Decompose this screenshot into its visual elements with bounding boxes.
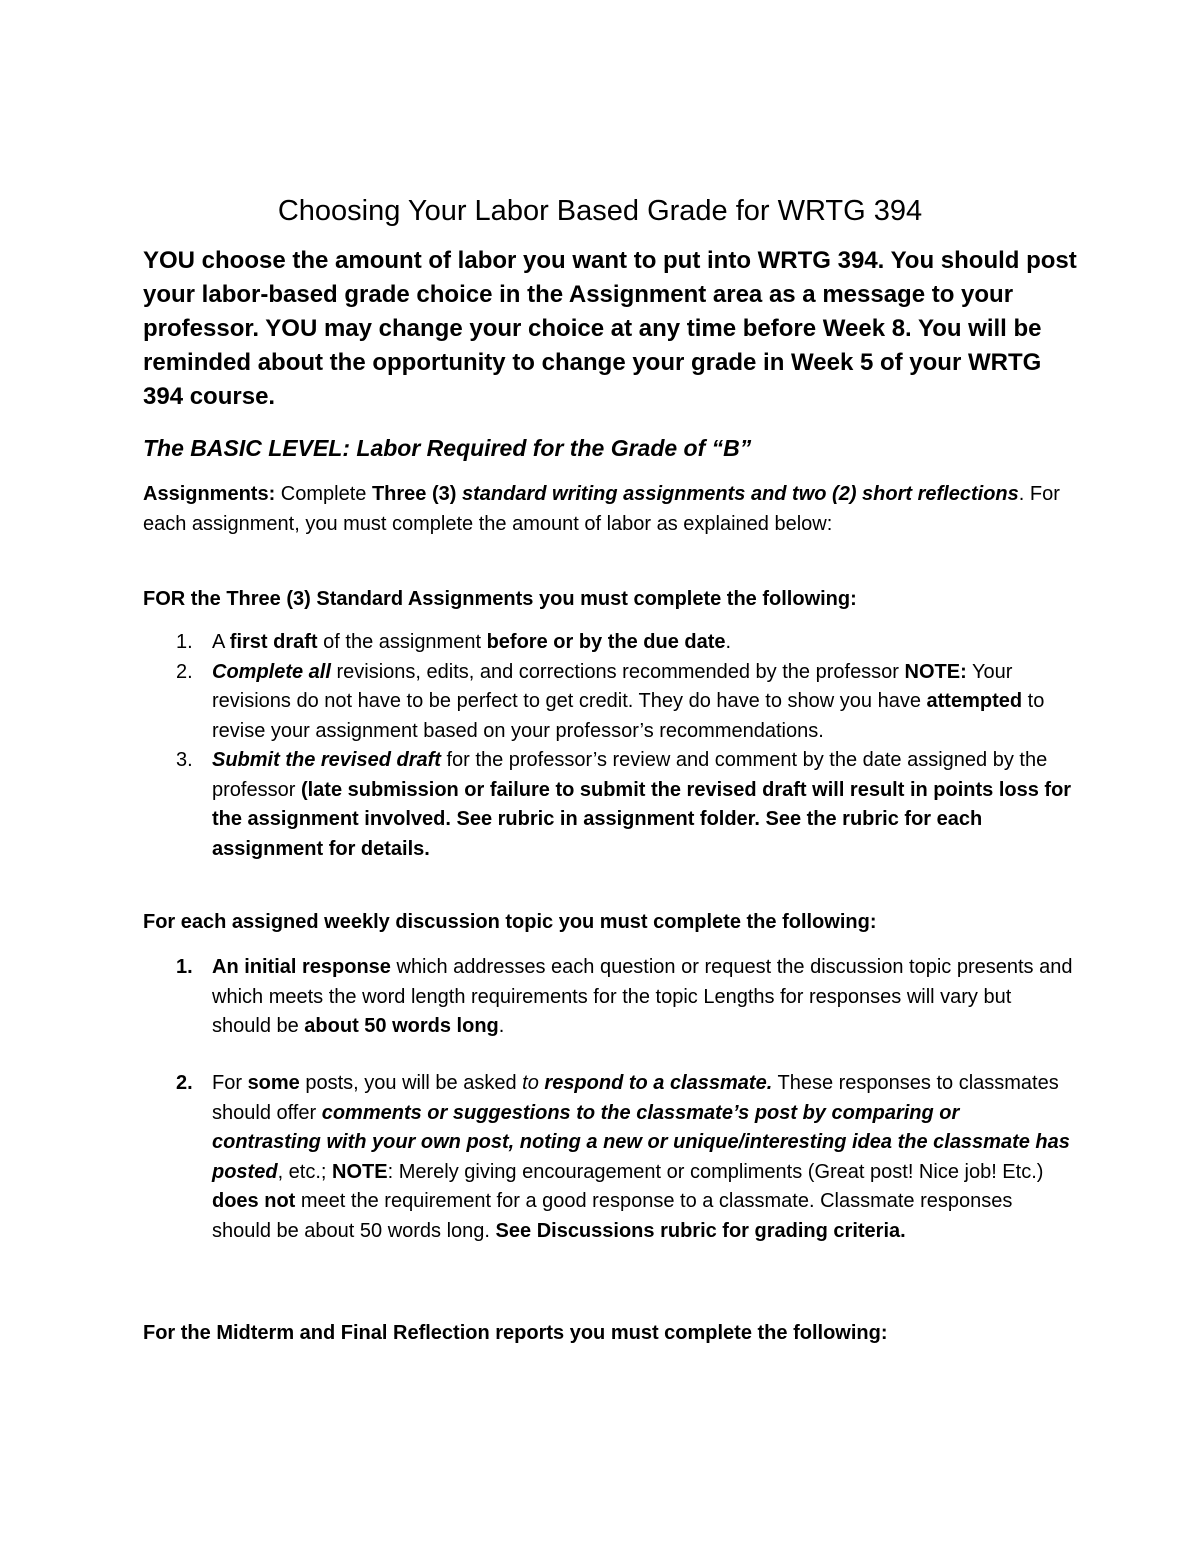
standard-assignments-heading: FOR the Three (3) Standard Assignments you must complete the following: <box>143 588 857 610</box>
basic-level-heading: The BASIC LEVEL: Labor Required for the Grade of “B” <box>143 435 752 461</box>
reflection-heading: For the Midterm and Final Reflection reports you must complete the following: <box>143 1322 888 1344</box>
list-item: 2. For some posts, you will be asked to respond to a classmate. These responses to classmates should offer comments or suggestions to the classmate’s post by comparing or contrasting with your own post, noting a new or unique/interesting idea the classmate has posted, etc.; NOTE: Merely giving encouragement or compliments (Great post! Nice job! Etc.) does not meet the requirement for a good response to a classmate. Classmate responses should be about 50 words long. See Discussions rubric for grading criteria. <box>176 1072 1070 1242</box>
discussion-list-continued <box>143 1069 1073 1246</box>
discussion-list <box>143 953 1073 1042</box>
standard-assignments-list <box>143 628 1073 864</box>
document-title: Choosing Your Labor Based Grade for WRTG 394 <box>277 195 923 227</box>
assignments-label: Assignments: <box>143 483 276 505</box>
intro-paragraph: YOU choose the amount of labor you want to put into WRTG 394. You should post your labor-based grade choice in the Assignment area as a message to your professor. YOU may change your choice at any time before Week 8. You will be reminded about the opportunity to change your grade in Week 5 of your WRTG 394 course. <box>143 247 1077 410</box>
discussion-heading: For each assigned weekly discussion topic you must complete the following: <box>143 911 877 933</box>
assignments-paragraph: Assignments: Complete Three (3) standard writing assignments and two (2) short reflections. For each assignment, you must complete the amount of labor as explained below: <box>143 483 1060 535</box>
list-item: 1. A first draft of the assignment before or by the due date. <box>176 631 732 653</box>
list-item: 1. An initial response which addresses each question or request the discussion topic presents and which meets the word length requirements for the topic Lengths for responses will vary but should be about 50 words long. <box>176 956 1073 1037</box>
list-item: 2. Complete all revisions, edits, and corrections recommended by the professor NOTE: Your revisions do not have to be perfect to get credit. They do have to show you have attempted to revise your assignment based on your professor’s recommendations. <box>176 660 1045 742</box>
list-item: 3. Submit the revised draft for the professor’s review and comment by the date assigned by the professor (late submission or failure to submit the revised draft will result in points loss for the assignment involved. See rubric in assignment folder. See the rubric for each assignment for details. <box>176 749 1072 860</box>
